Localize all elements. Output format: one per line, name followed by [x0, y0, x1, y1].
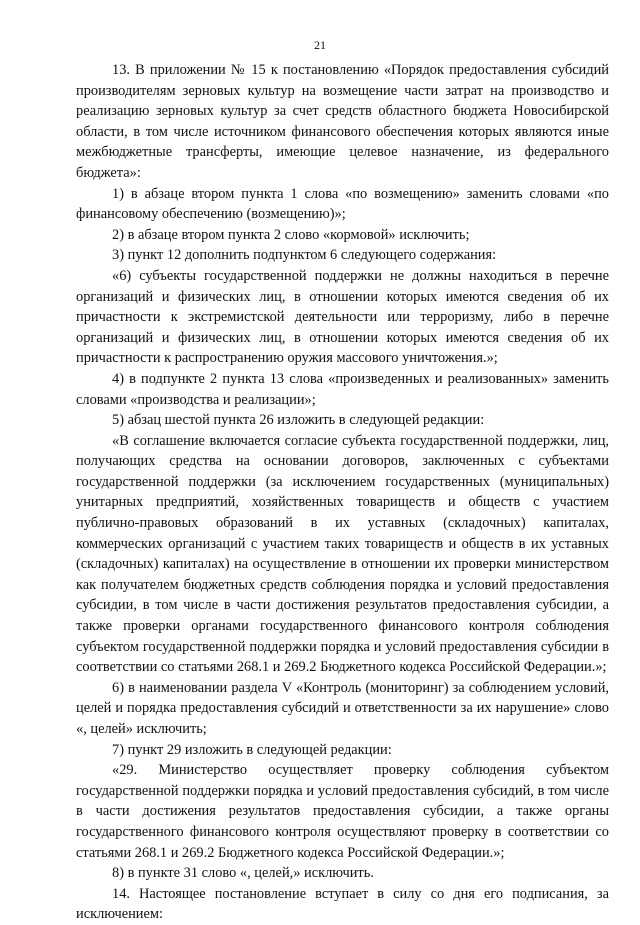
paragraph-subitem-5: 5) абзац шестой пункта 26 изложить в следующей редакции:: [112, 412, 485, 429]
paragraph-subitem-8: 8) в пункте 31 слово «, целей,» исключить.: [112, 865, 374, 882]
paragraph-quote-point-29: «29. Министерство осуществляет проверку соблюдения субъектом государственной поддержки порядка и условий предоставления субсидий, в том числе в части достижения результатов предоставления субсидии, а также органы государственного финансового контроля осуществляют проверку в соответствии со статьями 268.1 и 269.2 Бюджетного кодекса Российской Федерации.»;: [76, 762, 609, 861]
paragraph-subitem-7: 7) пункт 29 изложить в следующей редакции:: [112, 741, 392, 758]
paragraph-subitem-2: 2) в абзаце втором пункта 2 слово «кормовой» исключить;: [112, 226, 470, 243]
paragraph-quote-subpoint-6: «6) субъекты государственной поддержки не должны находиться в перечне организаций и физических лиц, в отношении которых имеются сведения об их причастности к экстремистской деятельности или терроризму, либо в перечне организаций и физических лиц, в отношении которых имеются сведения об их причастности к распространению оружия массового уничтожения.»;: [76, 267, 609, 367]
paragraph-item-14: 14. Настоящее постановление вступает в силу со дня его подписания, за исключением:: [76, 885, 609, 923]
paragraph-subitem-1: 1) в абзаце втором пункта 1 слова «по возмещению» заменить словами «по финансовому обеспечению (возмещению)»;: [76, 185, 609, 223]
paragraph-item-13: 13. В приложении № 15 к постановлению «Порядок предоставления субсидий производителям зерновых культур на возмещение части затрат на производство и реализацию зерновых культур за счет средств областного бюджета Новосибирской области, в том числе источником финансового обеспечения которых являются иные межбюджетные трансферты, имеющие целевое назначение, из федерального бюджета»:: [76, 62, 609, 181]
paragraph-quote-agreement: «В соглашение включается согласие субъекта государственной поддержки, лиц, получающих средства на основании договоров, заключенных с субъектами государственной поддержки (за исключением государственных (муниципальных) унитарных предприятий, хозяйственных товариществ и обществ с участием публично-правовых образований в их уставных (складочных) капиталах, коммерческих организаций с участием таких товариществ и обществ в их уставных (складочных) капиталах) на осуществление в отношении их проверки министерством как получателем бюджетных средств соблюдения порядка и условий предоставления субсидии, в том числе в части достижения результатов предоставления субсидии, а также проверки органами государственного финансового контроля соблюдения субъектом государственной поддержки порядка и условий предоставления субсидии в соответствии со статьями 268.1 и 269.2 Бюджетного кодекса Российской Федерации.»;: [76, 432, 609, 676]
document-body: [76, 60, 609, 925]
paragraph-subitem-3: 3) пункт 12 дополнить подпунктом 6 следующего содержания:: [112, 247, 497, 264]
page-number: 21: [314, 38, 326, 52]
paragraph-subitem-6: 6) в наименовании раздела V «Контроль (мониторинг) за соблюдением условий, целей и порядка предоставления субсидий и ответственности за их нарушение» слово «, целей» исключить;: [76, 679, 609, 737]
paragraph-subitem-4: 4) в подпункте 2 пункта 13 слова «произведенных и реализованных» заменить словами «производства и реализации»;: [76, 370, 609, 408]
